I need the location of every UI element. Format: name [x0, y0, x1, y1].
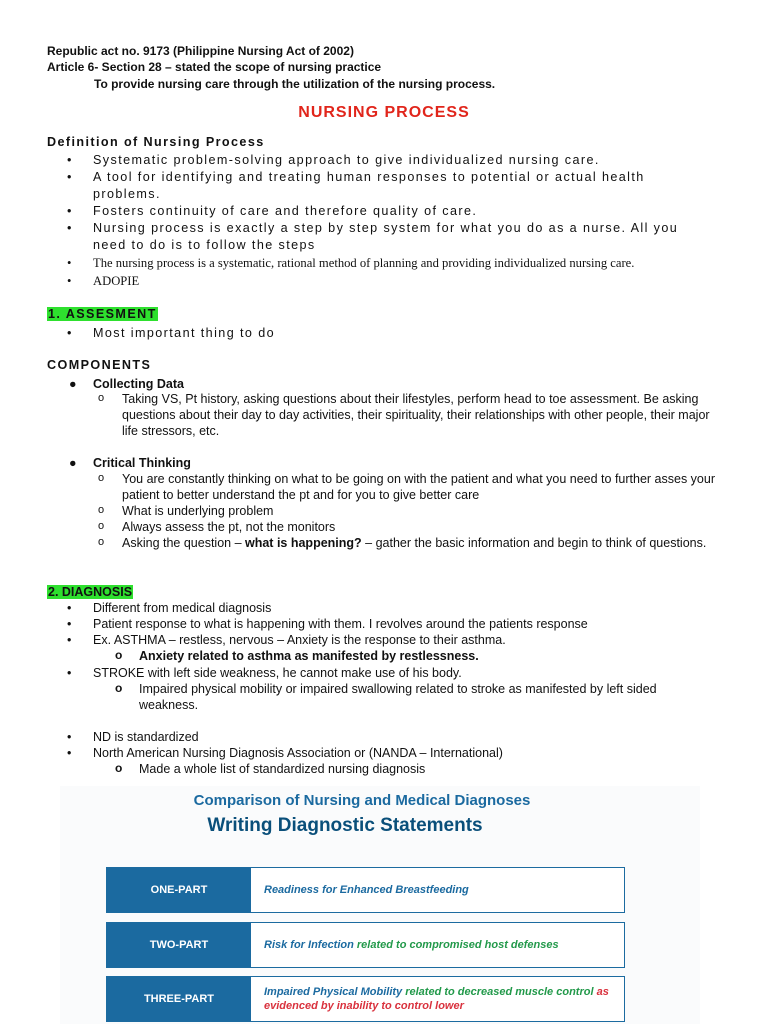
list-item: o Taking VS, Pt history, asking questions about their lifestyles, perform head to toe assessment. Be asking questions about their day to day activities, their spirituality, their relationships with other people, their major life stressors, etc. [122, 391, 722, 439]
list-item: o Anxiety related to asthma as manifested by restlessness. [139, 648, 719, 664]
two-part-card [106, 922, 625, 968]
critical-thinking-list [122, 471, 722, 551]
page-title: NURSING PROCESS [298, 104, 470, 121]
collecting-data-label: ● Collecting Data [69, 377, 184, 391]
one-part-card [106, 867, 625, 913]
one-part-label: ONE-PART [107, 868, 251, 912]
list-item: o You are constantly thinking on what to be going on with the patient and what you need to further asses your patient to better understand the pt and for you to give better care [122, 471, 722, 503]
list-item: • ADOPIE [93, 273, 713, 290]
diagnosis-list-2 [93, 665, 723, 681]
two-part-label: TWO-PART [107, 923, 251, 967]
list-item: o Impaired physical mobility or impaired swallowing related to stroke as manifested by left sided weakness. [139, 681, 719, 713]
list-item: • Ex. ASTHMA – restless, nervous – Anxiety is the response to their asthma. [93, 632, 723, 648]
one-part-text: Readiness for Enhanced Breastfeeding [264, 884, 469, 896]
header-line-3: To provide nursing care through the utilization of the nursing process. [94, 77, 496, 91]
figure-title: Writing Diagnostic Statements [207, 815, 483, 836]
list-item: • North American Nursing Diagnosis Association or (NANDA – International) [93, 745, 723, 761]
header-line-1: Republic act no. 9173 (Philippine Nursing Act of 2002) [47, 44, 354, 58]
list-item: o Made a whole list of standardized nursing diagnosis [139, 761, 719, 777]
list-item: • Different from medical diagnosis [93, 600, 723, 616]
list-item: • The nursing process is a systematic, rational method of planning and providing individualized nursing care. [93, 254, 713, 273]
header-line-2: Article 6- Section 28 – stated the scope of nursing practice [47, 60, 382, 74]
list-item: • Nursing process is exactly a step by step system for what you do as a nurse. All you need to do is to follow the steps [93, 220, 713, 254]
three-part-card [106, 976, 625, 1022]
list-item: o Always assess the pt, not the monitors [122, 519, 722, 535]
list-item: o What is underlying problem [122, 503, 722, 519]
three-part-label: THREE-PART [107, 977, 251, 1021]
assessment-heading: 1. ASSESMENT [48, 307, 157, 321]
diagnosis-list-3 [93, 729, 723, 761]
three-part-text: Impaired Physical Mobility related to decreased muscle control as evidenced by inability to control lower [264, 986, 609, 1012]
diagnosis-sub-list-3 [139, 761, 719, 777]
list-item: • Fosters continuity of care and therefore quality of care. [93, 203, 713, 220]
list-item: • Most important thing to do [93, 325, 713, 342]
diagnosis-heading: 2. DIAGNOSIS [48, 585, 133, 599]
collecting-data-list [122, 391, 722, 439]
two-part-text: Risk for Infection related to compromised host defenses [264, 939, 559, 951]
diagnosis-sub-list [139, 648, 719, 664]
list-item: • Patient response to what is happening with them. I revolves around the patients response [93, 616, 723, 632]
diagnosis-sub-list-2 [139, 681, 719, 713]
list-item: • Systematic problem-solving approach to give individualized nursing care. [93, 152, 713, 169]
list-item: • ND is standardized [93, 729, 723, 745]
list-item: • A tool for identifying and treating human responses to potential or actual health problems. [93, 169, 713, 203]
figure-subtitle: Comparison of Nursing and Medical Diagnoses [193, 792, 531, 809]
assessment-list [93, 325, 713, 342]
critical-thinking-label: ● Critical Thinking [69, 456, 191, 470]
definition-heading: Definition of Nursing Process [47, 135, 265, 149]
definition-list [93, 152, 713, 290]
list-item: • STROKE with left side weakness, he cannot make use of his body. [93, 665, 723, 681]
diagnosis-list [93, 600, 723, 648]
list-item: o Asking the question – what is happening? – gather the basic information and begin to think of questions. [122, 535, 722, 551]
components-heading: COMPONENTS [47, 358, 152, 372]
